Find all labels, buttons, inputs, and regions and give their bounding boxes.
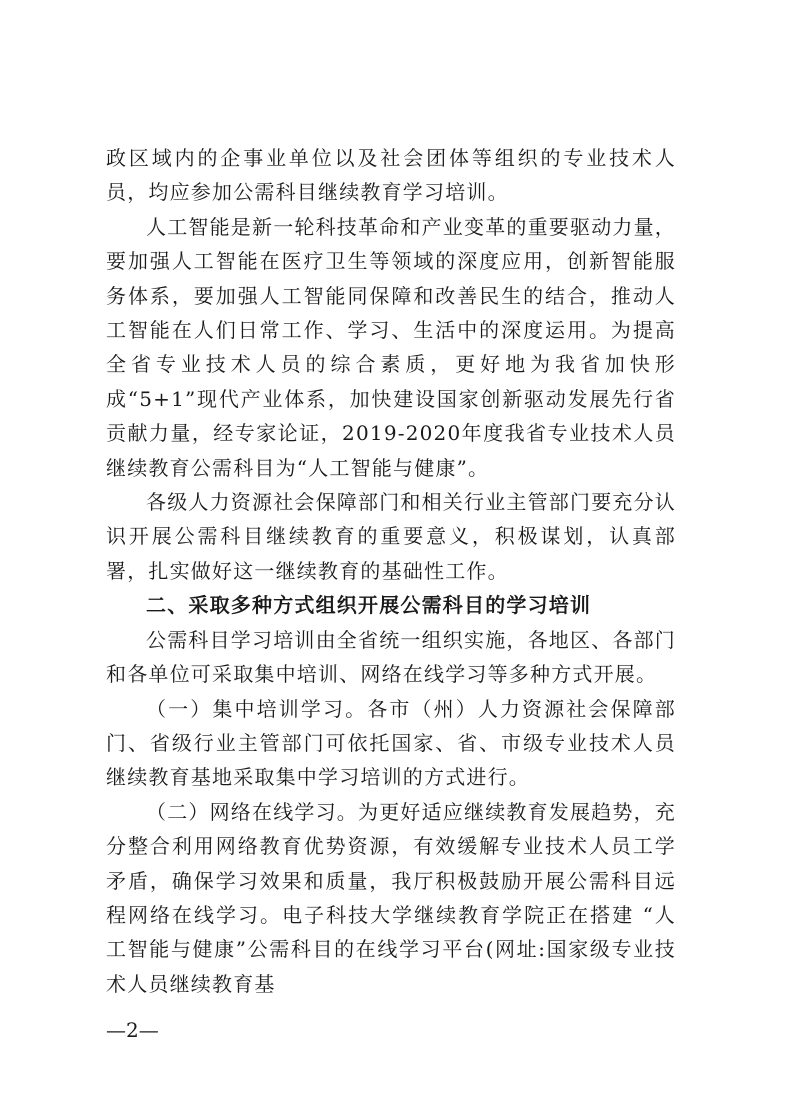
paragraph-continuation: 政区域内的企事业单位以及社会团体等组织的专业技术人员，均应参加公需科目继续教育学习培训。 [106, 146, 676, 205]
paragraph-department-duties: 各级人力资源社会保障部门和相关行业主管部门要充分认识开展公需科目继续教育的重要意义，积极谋划，认真部署，扎实做好这一继续教育的基础性工作。 [106, 490, 676, 583]
paragraph-online-learning: （二）网络在线学习。为更好适应继续教育发展趋势，充分整合利用网络教育优势资源，有效缓解专业技术人员工学矛盾，确保学习效果和质量，我厅积极鼓励开展公需科目远程网络在线学习。电子科技大学继续教育学院正在搭建 “人工智能与健康”公需科目的在线学习平台(网址:国家级专业技术人员继续教育基 [106, 799, 676, 996]
page-number: —2— [106, 1018, 159, 1042]
document-body [106, 141, 676, 1001]
paragraph-training-organization: 公需科目学习培训由全省统一组织实施，各地区、各部门和各单位可采取集中培训、网络在线学习等多种方式开展。 [106, 627, 676, 687]
section-heading-2: 二、采取多种方式组织开展公需科目的学习培训 [146, 593, 592, 618]
paragraph-centralized-training: （一）集中培训学习。各市（州）人力资源社会保障部门、省级行业主管部门可依托国家、省、市级专业技术人员继续教育基地采取集中学习培训的方式进行。 [106, 696, 676, 790]
paragraph-ai-importance: 人工智能是新一轮科技革命和产业变革的重要驱动力量，要加强人工智能在医疗卫生等领域的深度应用，创新智能服务体系，要加强人工智能同保障和改善民生的结合，推动人工智能在人们日常工作、学习、生活中的深度运用。为提高全省专业技术人员的综合素质，更好地为我省加快形成“5+1”现代产业体系，加快建设国家创新驱动发展先行省贡献力量，经专家论证，2019-2020年度我省专业技术人员继续教育公需科目为“人工智能与健康”。 [106, 214, 676, 480]
